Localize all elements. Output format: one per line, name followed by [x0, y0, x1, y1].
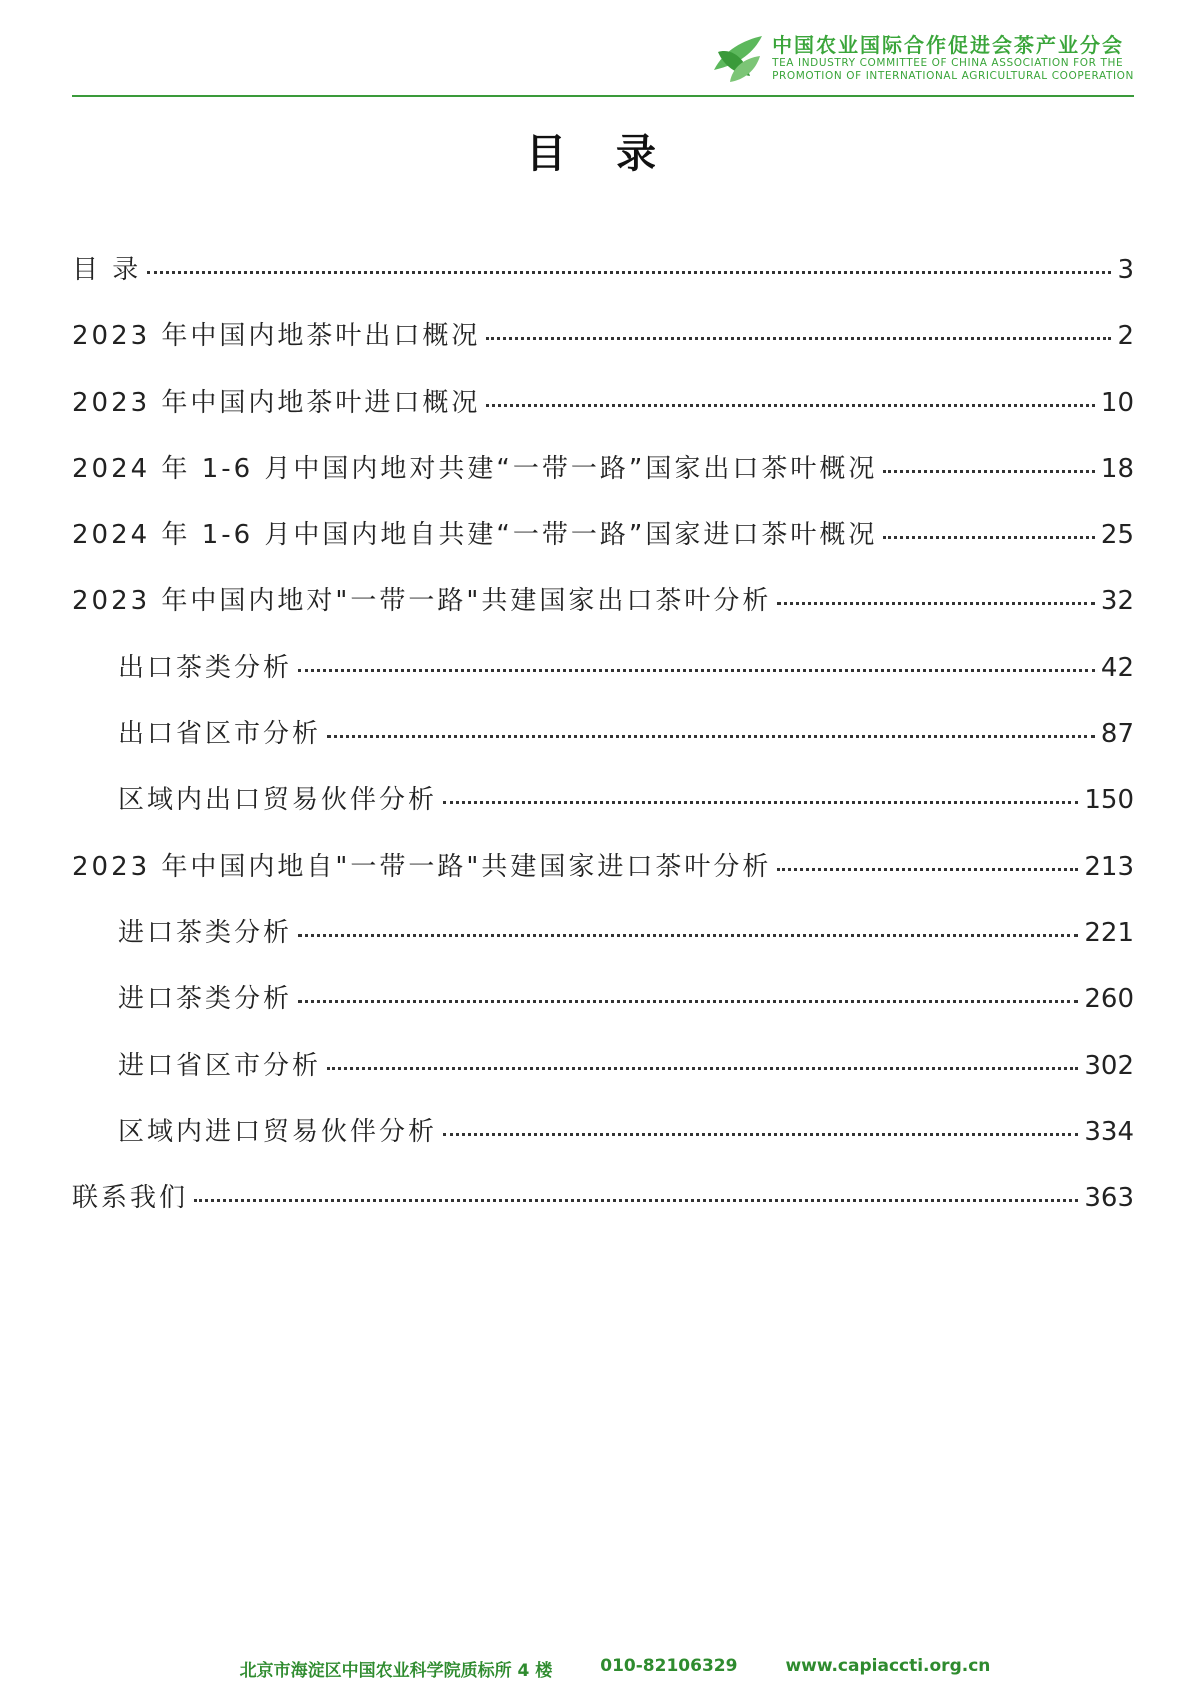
toc-leader-dots	[443, 801, 1078, 804]
toc-entry-label: 进口茶类分析	[118, 917, 293, 948]
toc-entry-page: 87	[1100, 719, 1134, 750]
toc-entry-label: 2024 年 1-6 月中国内地对共建“一带一路”国家出口茶叶概况	[72, 453, 878, 484]
toc-entry-page: 334	[1084, 1116, 1134, 1147]
toc-leader-dots	[298, 1000, 1078, 1003]
org-name-en-line1: TEA INDUSTRY COMMITTEE OF CHINA ASSOCIATION FOR THE	[772, 57, 1124, 69]
toc-entry-label: 进口茶类分析	[118, 984, 293, 1015]
toc-entry[interactable]	[72, 646, 1134, 712]
toc-entry-label: 目 录	[72, 255, 142, 285]
toc-entry-page: 221	[1084, 917, 1134, 948]
toc-entry[interactable]	[72, 1176, 1134, 1242]
toc-entry-label: 2023 年中国内地茶叶出口概况	[72, 321, 481, 352]
toc-leader-dots	[147, 271, 1111, 274]
page-footer	[0, 1656, 1200, 1681]
footer-website[interactable]: www.capiaccti.org.cn	[785, 1656, 991, 1676]
toc-leader-dots	[777, 868, 1078, 871]
footer-address: 北京市海淀区中国农业科学院质标所 4 楼	[239, 1661, 553, 1681]
toc-entry-label: 2023 年中国内地茶叶进口概况	[72, 387, 481, 418]
org-name-cn: 中国农业国际合作促进会茶产业分会	[772, 33, 1125, 57]
footer-phone: 010-82106329	[600, 1656, 738, 1676]
table-of-contents	[72, 248, 1134, 1242]
toc-leader-dots	[443, 1133, 1078, 1136]
toc-entry[interactable]	[72, 381, 1134, 447]
toc-leader-dots	[298, 934, 1078, 937]
toc-entry-label: 区域内进口贸易伙伴分析	[118, 1116, 438, 1147]
toc-entry-page: 150	[1084, 785, 1134, 816]
toc-entry[interactable]	[72, 579, 1134, 645]
toc-leader-dots	[777, 602, 1095, 605]
toc-entry[interactable]	[72, 314, 1134, 380]
organization-logo	[710, 30, 1134, 86]
toc-leader-dots	[883, 536, 1095, 539]
toc-entry[interactable]	[72, 778, 1134, 844]
toc-entry-label: 2023 年中国内地对"一带一路"共建国家出口茶叶分析	[72, 586, 772, 617]
tea-leaf-logo-icon	[710, 30, 766, 86]
org-name-en-line2: PROMOTION OF INTERNATIONAL AGRICULTURAL COOPERATION	[772, 70, 1134, 82]
toc-entry-page: 213	[1084, 851, 1134, 882]
toc-entry[interactable]	[72, 977, 1134, 1043]
toc-entry-label: 联系我们	[72, 1183, 189, 1214]
toc-entry-page: 302	[1084, 1050, 1134, 1081]
toc-entry-page: 363	[1084, 1183, 1134, 1214]
toc-entry-page: 260	[1084, 984, 1134, 1015]
toc-leader-dots	[883, 470, 1095, 473]
toc-entry[interactable]	[72, 248, 1134, 314]
toc-entry-label: 2023 年中国内地自"一带一路"共建国家进口茶叶分析	[72, 851, 772, 882]
toc-entry[interactable]	[72, 845, 1134, 911]
toc-leader-dots	[327, 1067, 1078, 1070]
toc-entry-label: 2024 年 1-6 月中国内地自共建“一带一路”国家进口茶叶概况	[72, 520, 878, 551]
toc-entry-page: 10	[1100, 387, 1134, 418]
toc-entry-label: 出口茶类分析	[118, 652, 293, 683]
toc-entry-page: 2	[1117, 321, 1134, 352]
toc-leader-dots	[194, 1199, 1078, 1202]
toc-entry[interactable]	[72, 1044, 1134, 1110]
page-header	[72, 28, 1134, 97]
toc-leader-dots	[486, 337, 1111, 340]
toc-entry[interactable]	[72, 712, 1134, 778]
page-title: 目 录	[526, 131, 674, 177]
toc-entry-page: 18	[1100, 453, 1134, 484]
toc-entry-page: 32	[1100, 586, 1134, 617]
toc-entry-page: 42	[1100, 652, 1134, 683]
toc-entry[interactable]	[72, 447, 1134, 513]
toc-entry-page: 3	[1117, 255, 1134, 285]
toc-leader-dots	[298, 669, 1095, 672]
toc-leader-dots	[486, 404, 1094, 407]
toc-entry-label: 出口省区市分析	[118, 719, 322, 750]
toc-entry[interactable]	[72, 911, 1134, 977]
toc-entry[interactable]	[72, 513, 1134, 579]
toc-entry[interactable]	[72, 1110, 1134, 1176]
toc-leader-dots	[327, 735, 1095, 738]
toc-entry-page: 25	[1100, 520, 1134, 551]
toc-entry-label: 进口省区市分析	[118, 1050, 322, 1081]
toc-entry-label: 区域内出口贸易伙伴分析	[118, 785, 438, 816]
